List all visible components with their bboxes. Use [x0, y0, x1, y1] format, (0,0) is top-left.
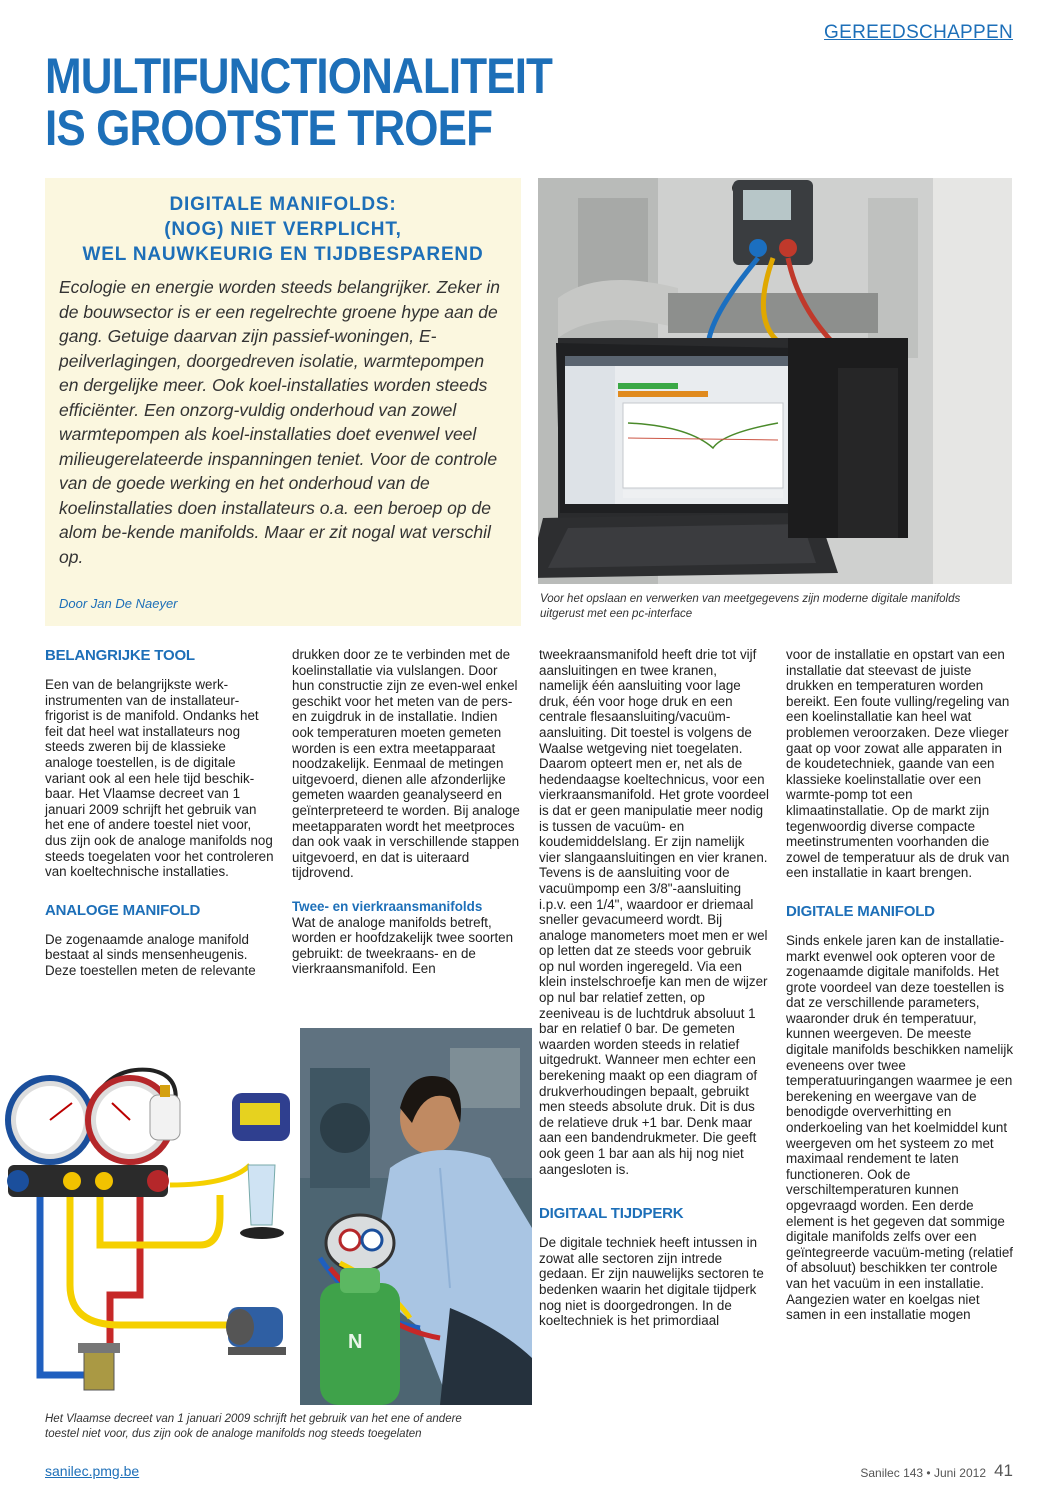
paragraph: Sinds enkele jaren kan de installatie-markt evenwel ook opteren voor de zogenaamde digitale manifolds. Het grote voordeel van deze toestellen is dat ze verschillende parameters, waaronder druk én temperatuur, kunnen weergeven. De meeste digitale manifolds beschikken namelijk eveneens over twee temperatuuringangen waarmee je een berekening en weergave van de benodigde oververhitting en onderkoeling van het koelmiddel kunt weergeven om het systeem zo met maximaal rendement te laten functioneren. Ook de verschiltemperaturen kunnen opgevraagd worden. Een derde element is het gegeven dat sommige digitale manifolds zelfs over een geïntegreerde vacuüm-meting (relatief of absoluut) beschikken ter controle van het vacuüm in een installatie. Aangezien water en koelgas niet samen in een installatie mogen [786, 932, 1014, 1323]
title-line-1: MULTIFUNCTIONALITEIT [45, 48, 553, 104]
technician-photo [300, 1028, 532, 1405]
column-2 [292, 647, 522, 977]
paragraph: drukken door ze te verbinden met de koelinstallatie via vulslangen. Door hun constructie zijn ze even-wel enkel geschikt voor het meten van de pers- en zuigdruk in de installatie. Indien ook temperaturen moeten gemeten worden is een extra meetapparaat noodzakelijk. Eenmaal de metingen uitgevoerd, dienen alle afzonderlijke gemeten waarden geanalyseerd en geïnterpreteerd te worden. Bij analoge meetapparaten wordt het meetproces dan ook vaak in verschillende stappen uitgevoerd, en dat is uiteraard tijdrovend. [292, 647, 520, 881]
laptop-photo [538, 178, 1012, 584]
paragraph: De digitale techniek heeft intussen in zowat alle sectoren zijn intrede gedaan. Er zijn nauwelijks sectoren te bedenken waarin het digitale tijdperk nog niet is doorgedrongen. In de koeltechniek is het primordiaal [539, 1235, 764, 1329]
column-3 [539, 647, 769, 1329]
caption-top: Voor het opslaan en verwerken van meetgegevens zijn moderne digitale manifolds uitgerust met een pc-interface [540, 593, 961, 620]
section-label: GEREEDSCHAPPEN [824, 22, 1013, 43]
manifold-diagram [0, 1045, 298, 1405]
paragraph: tweekraansmanifold heeft drie tot vijf aansluitingen en twee kranen, namelijk één aansluiting voor lage druk, één voor hoge druk en een centrale flesaansluiting/vacuüm-aansluiting. Dit toestel is volgens de Waalse wetgeving niet toegelaten. Daarom opteert men er, net als de hedendaagse koeltechnicus, voor een vierkraansmanifold. Het grote voordeel is dat er geen manipulatie meer nodig is tussen de vacuüm- en koudemiddelslang. Er zijn namelijk vier slangaansluitingen en vier kranen. Tevens is de aansluiting voor de vacuümpomp een 3/8"-aansluiting i.p.v. een 1/4", waardoor er driemaal sneller gevacumeerd wordt. Bij analoge manometers moet men er wel op letten dat ze steeds voor gebruik op nul worden ingeregeld. Via een klein instelschroefje kan men de wijzer op nul bar relatief zetten, op zeeniveau is de luchtdruk absoluut 1 bar en relatief 0 bar. De gemeten waarden worden steeds in relatief uitgedrukt. Wanneer men echter een berekening maakt op een diagram of drukverhoudingen bepaalt, gebruikt men steeds absolute druk. Dit is dus de relatieve druk +1 bar. Denk maar aan een bandendrukmeter. Die geeft ook geen 1 bar aan als hij nog niet aangesloten is. [539, 647, 769, 1177]
page-number: 41 [994, 1461, 1013, 1480]
paragraph: Wat de analoge manifolds betreft, worden er hoofdzakelijk twee soorten gebruikt: de tweekraans- en de vierkraansmanifold. Een [292, 914, 514, 977]
paragraph: voor de installatie en opstart van een installatie dat steevast de juiste drukken en temperaturen worden bereikt. Een foute vulling/regeling van een koelinstallatie kan heel wat problemen veroorzaken. Deze vlieger gaat op voor zowat alle apparaten in de koudetechniek, gaande van een klassieke koelinstallatie over een warmte-pomp tot een klimaatinstallatie. Op de markt zijn tegenwoordig diverse compacte meetinstrumenten voorhanden die zowel de temperatuur als de druk van een installatie in kaart brengen. [786, 647, 1010, 881]
byline: Door Jan De Naeyer [59, 596, 178, 611]
footer-url[interactable]: sanilec.pmg.be [45, 1463, 140, 1479]
intro-box [45, 178, 521, 626]
column-4 [786, 647, 1016, 1323]
column-1 [45, 647, 275, 979]
svg-text:N: N [348, 1331, 363, 1353]
intro-heading [59, 192, 507, 267]
paragraph: De zogenaamde analoge manifold bestaat al sinds mensenheugenis. Deze toestellen meten de relevante [45, 931, 256, 978]
caption-bottom: Het Vlaamse decreet van 1 januari 2009 schrijft het gebruik van het ene of andere toestel niet voor, dus zijn ook de analoge manifolds nog steeds toegelaten [45, 1413, 462, 1440]
subheading-kraansmanifolds: Twee- en vierkraansmanifolds [292, 898, 483, 914]
laptop-photo-illustration [538, 178, 1012, 584]
article-title [45, 50, 591, 154]
title-line-2: IS GROOTSTE TROEF [45, 100, 493, 156]
intro-heading-line-1: DIGITALE MANIFOLDS: [169, 194, 397, 215]
technician-photo-illustration [300, 1028, 532, 1405]
heading-belangrijke-tool: BELANGRIJKE TOOL [45, 647, 195, 664]
heading-digitale-manifold: DIGITALE MANIFOLD [786, 902, 935, 920]
footer-issue: Sanilec 143 • Juni 2012 [860, 1466, 986, 1480]
intro-heading-line-3: WEL NAUWKEURIG EN TIJDBESPAREND [82, 244, 484, 265]
heading-digitaal-tijdperk: DIGITAAL TIJDPERK [539, 1205, 684, 1223]
heading-analoge-manifold: ANALOGE MANIFOLD [45, 901, 201, 919]
intro-heading-line-2: (NOG) NIET VERPLICHT, [164, 219, 402, 240]
manifold-diagram-illustration [0, 1045, 298, 1405]
paragraph: Een van de belangrijkste werk-instrumenten van de installateur-frigorist is de manifold. Ondanks het feit dat heel wat installateurs nog steeds zweren bij de klassieke analoge toestellen, is de digitale variant ook al een hele tijd beschik-baar. Het Vlaamse decreet van 1 januari 2009 schrijft het gebruik van het ene of andere toestel niet voor, dus zijn ook de analoge manifolds nog steeds toegelaten voor het controleren van koeltechnische installaties. [45, 677, 274, 880]
intro-text: Ecologie en energie worden steeds belangrijker. Zeker in de bouwsector is er een regelrechte groene hype aan de gang. Getuige daarvan zijn passief-woningen, E-peilverlagingen, doorgedreven isolatie, warmtepompen en dergelijke meer. Ook koel-installaties worden steeds efficiënter. Een onzorg-vuldig onderhoud van zowel warmtepompen als koel-installaties doet evenwel veel milieugerelateerde inspanningen teniet. Voor de controle van de goede werking en het onderhoud van de koelinstallaties doen installateurs o.a. een beroep op de alom be-kende manifolds. Maar er zit nogal wat verschil op. [59, 277, 500, 567]
